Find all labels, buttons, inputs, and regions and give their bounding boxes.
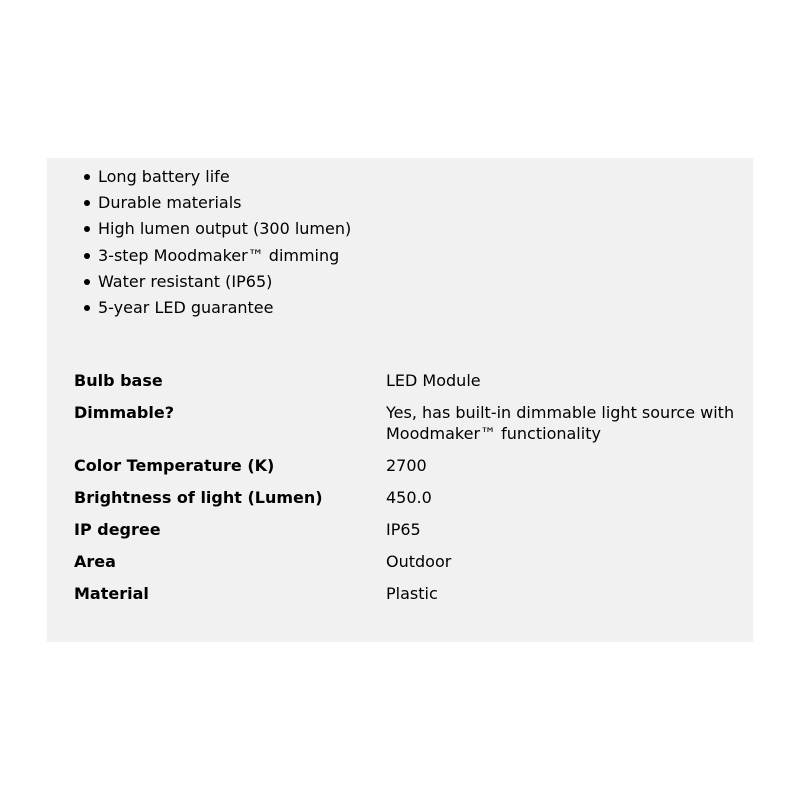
spec-value: 2700: [386, 456, 427, 475]
feature-item: [98, 245, 351, 271]
feature-text: High lumen output (300 lumen): [98, 219, 352, 239]
spec-row: [74, 583, 744, 615]
spec-value: Outdoor: [386, 552, 452, 571]
spec-value: LED Module: [386, 371, 481, 390]
feature-text: Long battery life: [98, 167, 230, 186]
spec-table: [74, 370, 744, 615]
feature-text: 3-step Moodmaker™ dimming: [98, 245, 340, 265]
bullet-icon: [84, 174, 90, 180]
spec-row: [74, 551, 744, 583]
spec-label: Dimmable?: [74, 403, 174, 422]
spec-label: Area: [74, 552, 116, 571]
feature-list: [98, 166, 351, 323]
feature-text: 5-year LED guarantee: [98, 297, 274, 317]
feature-text: Water resistant (IP65): [98, 271, 273, 291]
spec-value: Plastic: [386, 584, 438, 603]
bullet-icon: [84, 200, 90, 206]
spec-label: Color Temperature (K): [74, 456, 275, 475]
spec-value: IP65: [386, 520, 421, 539]
spec-label: Brightness of light (Lumen): [74, 488, 323, 507]
spec-row: [74, 519, 744, 551]
feature-text: Durable materials: [98, 193, 242, 213]
spec-row: [74, 402, 744, 455]
bullet-icon: [84, 279, 90, 285]
feature-item: [98, 166, 351, 192]
spec-label: Bulb base: [74, 371, 163, 390]
bullet-icon: [84, 253, 90, 259]
feature-item: [98, 192, 351, 218]
spec-label: IP degree: [74, 520, 161, 539]
spec-row: [74, 455, 744, 487]
spec-row: [74, 370, 744, 402]
feature-item: [98, 271, 351, 297]
feature-item: [98, 297, 351, 323]
spec-value: Yes, has built-in dimmable light source with Moodmaker™ functionality: [386, 403, 735, 443]
bullet-icon: [84, 305, 90, 311]
product-info-panel: [47, 158, 753, 642]
spec-value: 450.0: [386, 488, 432, 507]
spec-label: Material: [74, 584, 149, 603]
feature-item: [98, 218, 351, 244]
bullet-icon: [84, 226, 90, 232]
spec-row: [74, 487, 744, 519]
